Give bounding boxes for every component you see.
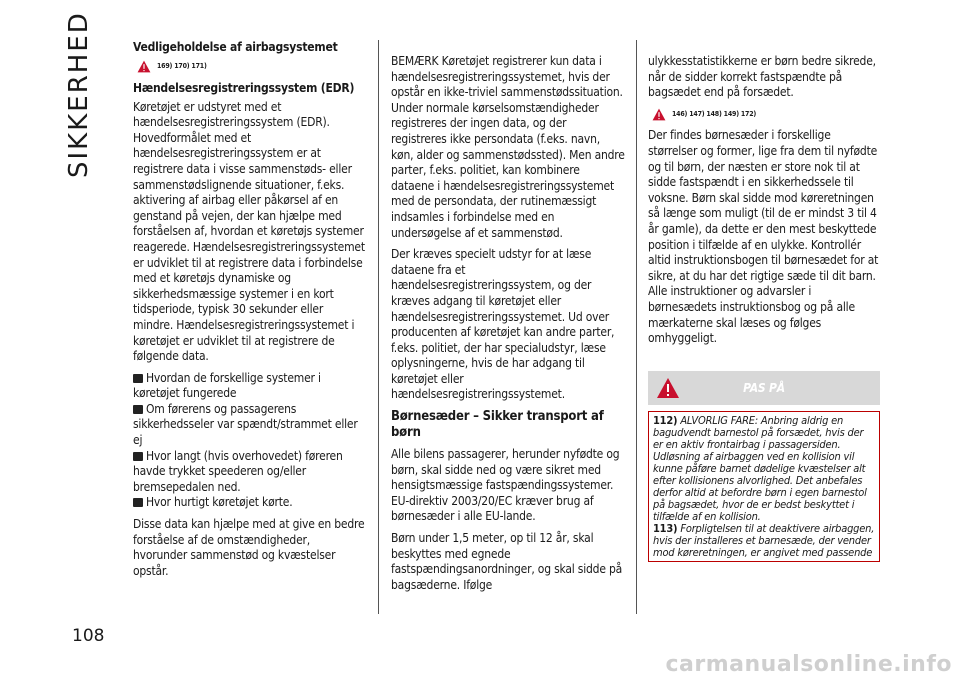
bullet-item: Hvor hurtigt køretøjet kørte. — [133, 495, 365, 511]
column-2 — [391, 54, 625, 599]
caution-number: 113) — [653, 521, 678, 535]
warning-refs-text: 146) 147) 148) 149) 172) — [672, 109, 757, 118]
watermark: carmanualsonline.info — [665, 652, 952, 677]
section-heading-airbag: Vedligeholdelse af airbagsystemet — [133, 40, 338, 54]
bullet-item: Hvordan de forskellige systemer i køretøjet fungerede — [133, 370, 321, 401]
caution-text: ALVORLIG FARE: Anbring aldrig en bagudvendt barnestol på forsædet, hvis der er en aktiv frontairbag i passagersiden. Udløsning af airbaggen ved en kollision vil kunne påføre barnet dødelige kvæstelser alt efter kollisionens alvorlighed. Det anbefales derfor altid at befordre børn i egen barnestol på bagsædet, hvor de er bedst beskyttet i tilfælde af en kollision. — [653, 413, 867, 523]
warning-refs-text: 169) 170) 171) — [157, 62, 207, 70]
warning-triangle-icon — [137, 60, 151, 73]
column-3 — [648, 54, 880, 562]
bullet-item: Hvor langt (hvis overhovedet) føreren havde trykket speederen og/eller bremsepedalen ned. — [133, 448, 343, 494]
caution-label: PAS PÅ — [743, 380, 785, 395]
bullet-item: Om førerens og passagerens sikkerhedsseler var spændt/strammet eller ej — [133, 401, 358, 448]
paragraph: Alle bilens passagerer, herunder nyfødte og børn, skal sidde ned og være sikret med hensigtsmæssige fastspændingssystemer. EU-direktiv 2003/20/EC kræver brug af børnesæder i alle EU-lande. — [391, 447, 620, 524]
caution-item — [653, 523, 875, 559]
page-number: 108 — [72, 626, 105, 646]
column-1 — [133, 40, 365, 585]
section-heading-child-seats: Børnesæder – Sikker transport af børn — [391, 409, 604, 441]
warning-reference — [652, 107, 880, 123]
warning-reference — [137, 59, 365, 75]
warning-triangle-icon — [652, 108, 666, 121]
caution-item — [653, 415, 875, 523]
square-bullet-icon — [133, 405, 143, 414]
caution-text: Forpligtelsen til at deaktivere airbaggen, hvis der installeres et barnesæde, der vender mod køreretningen, er angivet med passende — [653, 521, 875, 559]
caution-header — [648, 371, 880, 405]
caution-number: 112) — [653, 413, 678, 427]
paragraph: BEMÆRK Køretøjet registrerer kun data i hændelsesregistreringssystemet, hvis der opstår en ikke-triviel sammenstødssituation. Under normale kørselsomstændigheder registreres der ingen data, og der registreres ikke persondata (f.eks. navn, køn, alder og sammenstødssted). Men andre parter, f.eks. politiet, kan kombinere dataene i hændelsesregistreringssystemet med de persondata, der rutinemæssigt indsamles i forbindelse med en undersøgelse af et sammenstød. — [391, 54, 625, 240]
square-bullet-icon — [133, 452, 143, 461]
caution-box — [648, 411, 880, 562]
square-bullet-icon — [133, 498, 143, 507]
paragraph: Børn under 1,5 meter, op til 12 år, skal beskyttes med egnede fastspændingsanordninger, og skal sidde på bagsæderne. Ifølge — [391, 531, 623, 592]
paragraph: Disse data kan hjælpe med at give en bedre forståelse af de omstændigheder, hvorunder sammenstød og kvæstelser opstår. — [133, 517, 365, 578]
paragraph: Der kræves specielt udstyr for at læse dataene fra et hændelsesregistreringssystem, og der kræves adgang til køretøjet eller hændelsesregistreringssystemet. Ud over producenten af køretøjet kan andre parter, f.eks. politiet, der har specialudstyr, læse oplysningerne, hvis de har adgang til køretøjet eller hændelsesregistreringssystemet. — [391, 247, 615, 402]
paragraph: Køretøjet er udstyret med et hændelsesregistreringssystem (EDR). Hovedformålet med et hændelsesregistreringssystem er at registrere data i visse sammenstøds- eller sammenstødslignende situationer, f.eks. aktivering af airbag eller påkørsel af en genstand på vejen, der kan hjælpe med forståelsen af, hvordan et køretøjs systemer reagerede. Hændelsesregistreringssystemet er udviklet til at registrere data i forbindelse med et køretøjs dynamiske og sikkerhedsmæssige systemer i en kort tidsperiode, typisk 30 sekunder eller mindre. Hændelsesregistreringssystemet i køretøjet er udviklet til at registrere de følgende data. — [133, 99, 365, 364]
section-side-title: SIKKERHED — [64, 11, 94, 178]
column-divider — [636, 40, 637, 614]
paragraph: ulykkesstatistikkerne er børn bedre sikrede, når de sidder korrekt fastspændte på bagsædet end på forsædet. — [648, 54, 876, 100]
section-heading-edr: Hændelsesregistreringssystem (EDR) — [133, 80, 355, 95]
square-bullet-icon — [133, 374, 143, 383]
paragraph: Der findes børnesæder i forskellige størrelser og former, lige fra dem til nyfødte og til børn, der næsten er store nok til at sidde fastspændt i en sikkerhedssele til voksne. Børn skal sidde mod køreretningen så længe som muligt (til de er mindst 3 til 4 år gamle), da dette er den mest beskyttede position i tilfælde af en ulykke. Kontrollér altid instruktionsbogen til børnesædet for at sikre, at du har det rigtige sæde til dit barn. Alle instruktioner og advarsler i børnesædets instruktionsbog og på alle mærkaterne skal læses og følges omhyggeligt. — [648, 128, 879, 346]
column-divider — [378, 40, 379, 614]
